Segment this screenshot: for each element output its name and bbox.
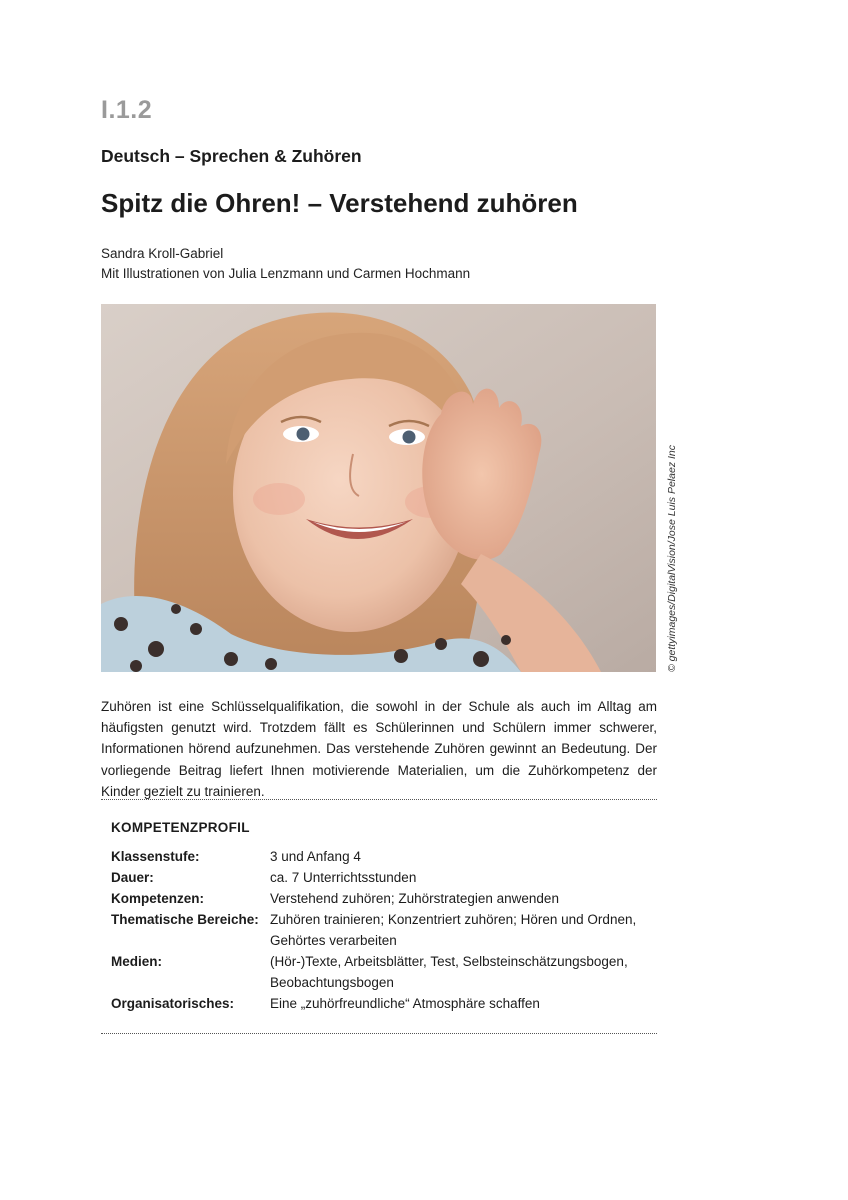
profile-row [111,951,660,993]
page-title: Spitz die Ohren! – Verstehend zuhören [101,188,578,218]
profile-row [111,888,660,909]
cover-photo [101,304,656,672]
profile-heading: KOMPETENZPROFIL [111,820,250,835]
illustrators: Mit Illustrationen von Julia Lenzmann und Carmen Hochmann [101,266,471,281]
profile-row [111,993,660,1014]
author: Sandra Kroll-Gabriel [101,246,224,261]
profile-label: Dauer: [111,870,154,885]
profile-label: Klassenstufe: [111,849,200,864]
profile-label: Organisatorisches: [111,996,235,1011]
profile-row [111,867,660,888]
profile-row [111,909,660,951]
profile-value: Verstehend zuhören; Zuhörstrategien anwenden [270,891,559,906]
profile-row [111,846,660,867]
divider-bottom [101,1033,657,1034]
profile-label: Thematische Bereiche: [111,912,259,927]
page-number: I.1.2 [101,96,153,124]
profile-label: Medien: [111,954,163,969]
profile-value: ca. 7 Unterrichtsstunden [270,870,417,885]
profile-value: Zuhören trainieren; Konzentriert zuhören; Hören und Ordnen, Gehörtes verarbeiten [270,912,637,948]
intro-paragraph: Zuhören ist eine Schlüsselqualifikation, die sowohl in der Schule als auch im Alltag am häufigsten genutzt wird. Trotzdem fällt es Schülerinnen und Schülern immer schwerer, Informationen hörend aufzunehmen. Das verstehende Zuhören gewinnt an Bedeutung. Der vorliegende Beitrag liefert Ihnen motivierende Materialien, um die Zuhörkompetenz der Kinder gezielt zu trainieren. [101,699,657,799]
photo-credit: © gettyimages/DigitalVision/Jose Luis Pelaez Inc [666,445,678,672]
subject-line: Deutsch – Sprechen & Zuhören [101,146,362,166]
profile-value: (Hör-)Texte, Arbeitsblätter, Test, Selbsteinschätzungsbogen, Beobachtungsbogen [270,954,628,990]
competence-profile-table [111,846,660,1014]
profile-value: Eine „zuhörfreundliche“ Atmosphäre schaffen [270,996,540,1011]
profile-label: Kompetenzen: [111,891,205,906]
profile-value: 3 und Anfang 4 [270,849,361,864]
divider-top [101,799,657,800]
